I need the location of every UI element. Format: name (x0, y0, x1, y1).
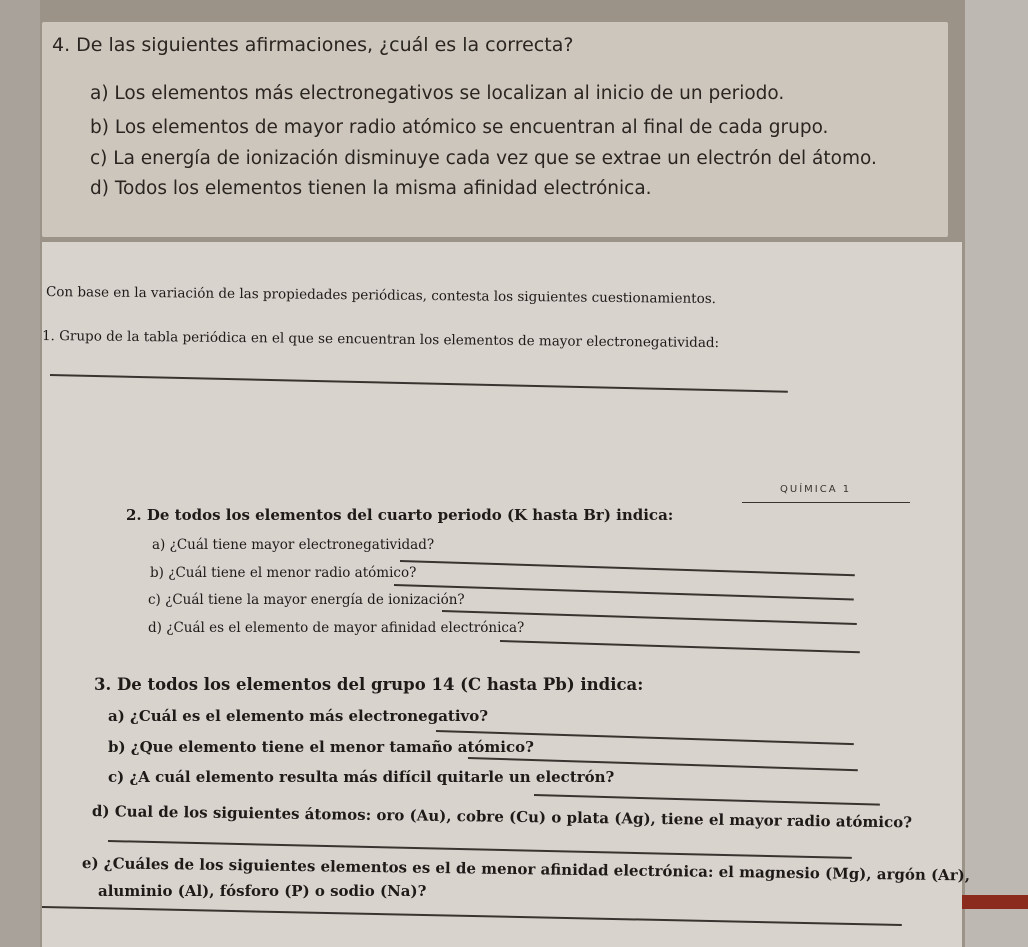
question-3e-line-2: aluminio (Al), fósforo (P) o sodio (Na)? (98, 882, 427, 900)
background-right (965, 0, 1028, 947)
question-3e-answer-line (42, 906, 902, 926)
question-4-option-b: b) Los elementos de mayor radio atómico se encuentran al final de cada grupo. (90, 117, 829, 138)
question-2a: a) ¿Cuál tiene mayor electronegatividad? (152, 537, 435, 553)
header-rule (742, 502, 910, 503)
subject-label: QUÍMICA 1 (780, 484, 852, 495)
question-3a: a) ¿Cuál es el elemento más electronegativo? (108, 707, 489, 725)
question-4-title: 4. De las siguientes afirmaciones, ¿cuál es la correcta? (52, 34, 574, 56)
previous-page-card (42, 22, 948, 237)
question-2d: d) ¿Cuál es el elemento de mayor afinidad electrónica? (148, 620, 525, 636)
question-3b: b) ¿Que elemento tiene el menor tamaño atómico? (108, 738, 534, 756)
question-2a-answer-line (400, 560, 855, 576)
worksheet-page (41, 242, 971, 947)
instructions-text: Con base en la variación de las propiedades periódicas, contesta los siguientes cuestionamientos. (45, 284, 717, 308)
question-3-title: 3. De todos los elementos del grupo 14 (C hasta Pb) indica: (94, 675, 644, 694)
question-3e-line-1: e) ¿Cuáles de los siguientes elementos es el de menor afinidad electrónica: el magnesio (Mg), argón (Ar), (81, 854, 971, 885)
question-4-option-a: a) Los elementos más electronegativos se localizan al inicio de un periodo. (90, 83, 785, 104)
question-4-option-c: c) La energía de ionización disminuye cada vez que se extrae un electrón del átomo. (90, 148, 877, 169)
question-1-text: 1. Grupo de la tabla periódica en el que se encuentran los elementos de mayor electronegatividad: (41, 328, 720, 352)
question-3d: d) Cual de los siguientes átomos: oro (Au), cobre (Cu) o plata (Ag), tiene el mayor radio atómico? (91, 802, 913, 832)
question-1-answer-line (50, 374, 788, 392)
question-2d-answer-line (500, 640, 860, 653)
background-left (0, 0, 40, 947)
question-2b: b) ¿Cuál tiene el menor radio atómico? (150, 565, 417, 581)
question-3c: c) ¿A cuál elemento resulta más difícil quitarle un electrón? (108, 768, 615, 786)
question-2-title: 2. De todos los elementos del cuarto periodo (K hasta Br) indica: (126, 506, 674, 524)
question-4-option-d: d) Todos los elementos tienen la misma afinidad electrónica. (90, 178, 652, 199)
question-3c-answer-line (534, 794, 880, 805)
question-2c: c) ¿Cuál tiene la mayor energía de ionización? (148, 592, 465, 608)
